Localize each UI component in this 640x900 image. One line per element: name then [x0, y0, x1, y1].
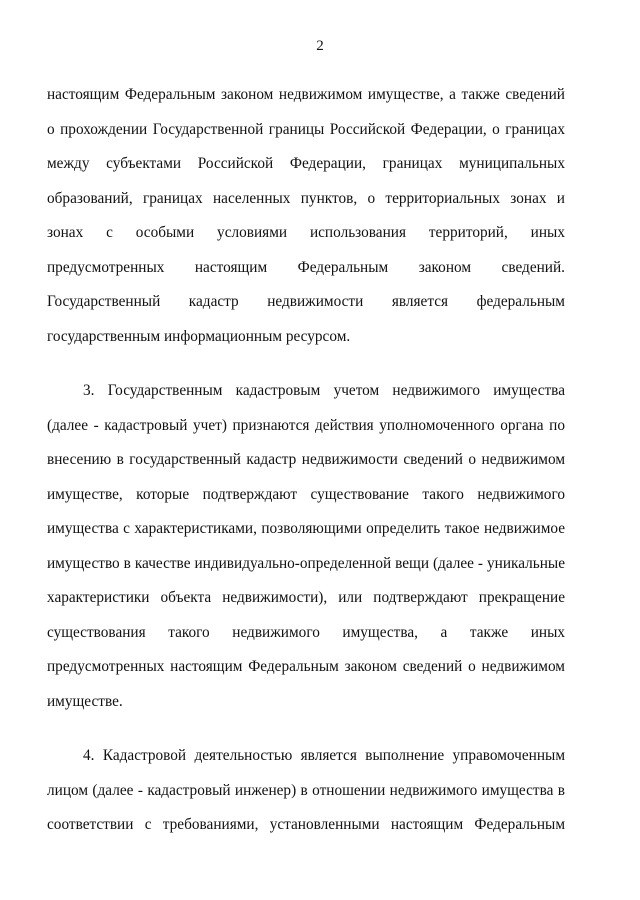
text-line: государственным информационным ресурсом. [47, 327, 351, 345]
text-line: зонах с особыми условиями использования территорий, иных [47, 224, 565, 241]
text-line: существования такого недвижимого имущества, а также иных [47, 623, 565, 641]
document-body [47, 84, 565, 849]
text-line: Государственный кадастр недвижимости является федеральным [47, 293, 565, 310]
text-line: имущество в качестве индивидуально-определенной вещи (далее - уникальные [47, 554, 565, 572]
paragraph [47, 745, 565, 849]
paragraph [47, 380, 565, 725]
text-line: имуществе. [47, 692, 123, 710]
text-line: между субъектами Российской Федерации, границах муниципальных [47, 155, 565, 172]
text-line: настоящим Федеральным законом недвижимом имуществе, а также сведений [47, 86, 565, 103]
text-line: предусмотренных настоящим Федеральным законом сведений о недвижимом [47, 658, 565, 675]
text-line: (далее - кадастровый учет) признаются действия уполномоченного органа по [47, 416, 565, 434]
text-line: предусмотренных настоящим Федеральным законом сведений. [47, 258, 565, 276]
page-number: 2 [316, 38, 324, 54]
text-line: имущества с характеристиками, позволяющими определить такое недвижимое [47, 520, 565, 537]
text-line: внесению в государственный кадастр недвижимости сведений о недвижимом [47, 451, 565, 468]
text-line: характеристики объекта недвижимости), или подтверждают прекращение [47, 589, 565, 606]
text-line: образований, границах населенных пунктов, о территориальных зонах и [47, 189, 565, 207]
text-line: соответствии с требованиями, установленными настоящим Федеральным [47, 816, 565, 833]
text-line: 3. Государственным кадастровым учетом недвижимого имущества [83, 382, 565, 399]
paragraph [47, 84, 565, 360]
text-line: о прохождении Государственной границы Российской Федерации, о границах [47, 120, 565, 138]
text-line: имуществе, которые подтверждают существование такого недвижимого [47, 485, 565, 503]
text-line: 4. Кадастровой деятельностью является выполнение управомоченным [83, 747, 565, 764]
text-line: лицом (далее - кадастровый инженер) в отношении недвижимого имущества в [47, 781, 565, 799]
